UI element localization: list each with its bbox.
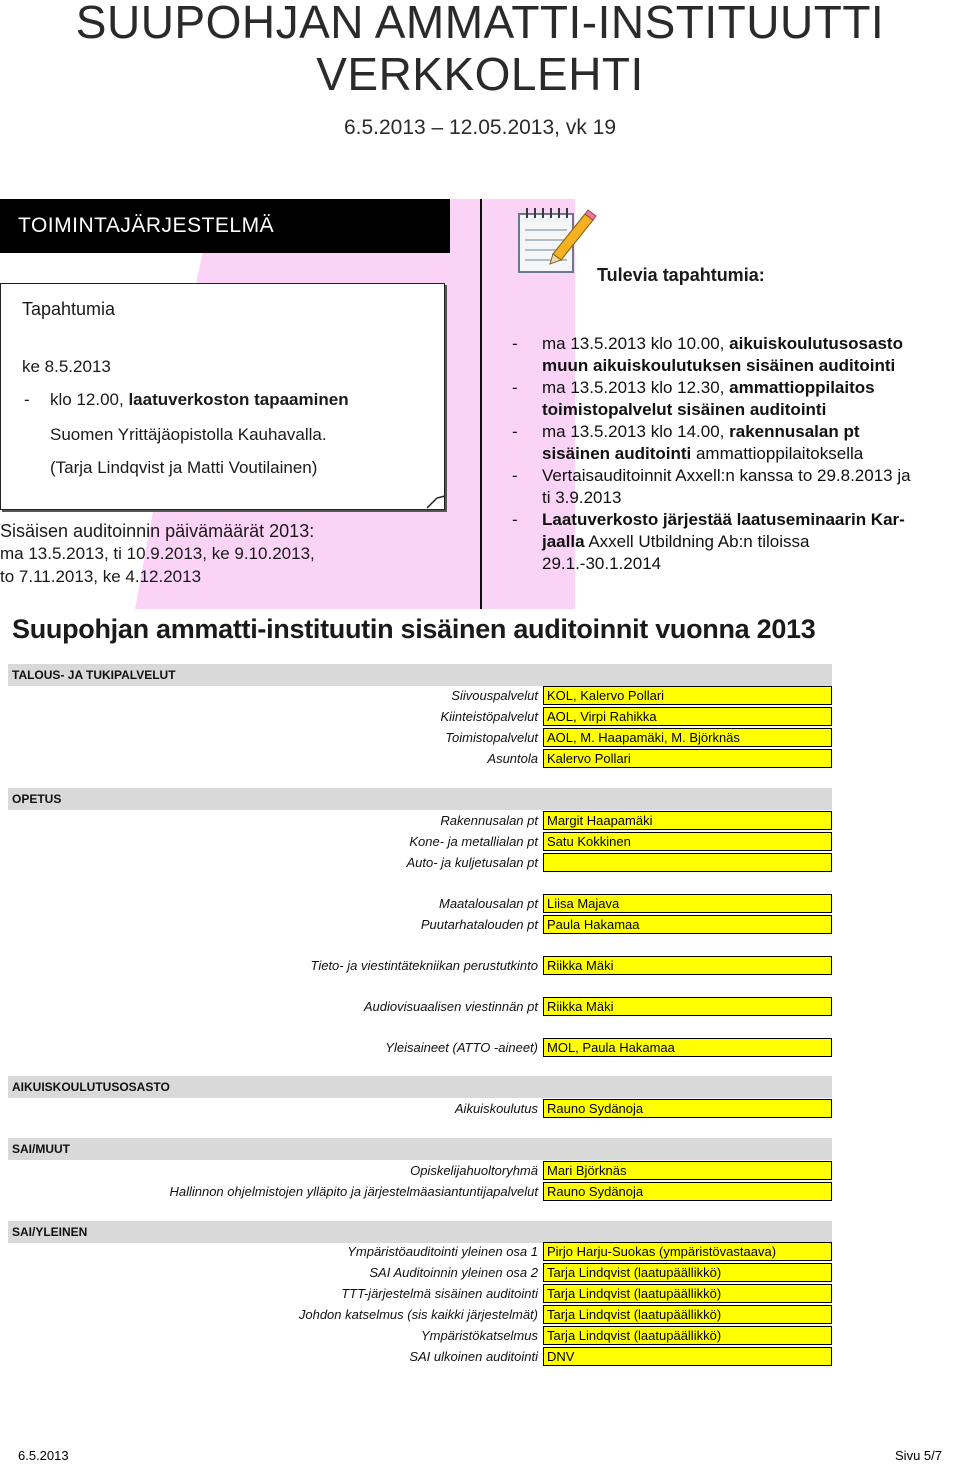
upcoming-events-title: Tulevia tapahtumia: (597, 265, 765, 285)
row-label: Audiovisuaalisen viestinnän pt (363, 999, 538, 1014)
row-label: Johdon katselmus (sis kaikki järjestelmät) (298, 1307, 538, 1322)
item-title: aikuiskoulutusosasto (729, 334, 903, 353)
item-title-cont: jaalla (542, 532, 585, 551)
row-label: Tieto- ja viestintätekniikan perustutkinto (310, 958, 538, 973)
footer-page-number: Sivu 5/7 (895, 1448, 942, 1463)
upcoming-item-4-cont: ti 3.9.2013 (542, 488, 622, 507)
item-title: ammattioppilaitos (729, 378, 875, 397)
row-value: Riikka Mäki (543, 956, 832, 975)
newsletter-title (0, 0, 960, 100)
row-label: Asuntola (487, 751, 538, 766)
item-title-cont: sisäinen auditointi (542, 444, 692, 463)
schedule-title: Suupohjan ammatti-instituutin sisäinen auditoinnit vuonna 2013 (12, 614, 816, 644)
row-label: Ympäristöauditointi yleinen osa 1 (347, 1244, 538, 1259)
audit-dates-line-1: ma 13.5.2013, ti 10.9.2013, ke 9.10.2013, (0, 544, 315, 563)
audit-dates-heading: Sisäisen auditoinnin päivämäärät 2013: (0, 521, 315, 541)
dash-icon: - (512, 510, 518, 529)
page-curl-icon (425, 494, 447, 510)
dash-icon: - (512, 378, 518, 397)
events-date: ke 8.5.2013 (22, 357, 111, 376)
category-sai-yleinen: SAI/YLEINEN (8, 1221, 832, 1243)
row-value: Satu Kokkinen (543, 832, 832, 851)
audit-dates-line-2: to 7.11.2013, ke 4.12.2013 (0, 567, 202, 586)
dash-icon: - (24, 390, 30, 409)
row-value: Tarja Lindqvist (laatupäällikkö) (543, 1326, 832, 1345)
event-line-3: (Tarja Lindqvist ja Matti Voutilainen) (50, 458, 318, 477)
dash-icon: - (512, 334, 518, 353)
row-value: Rauno Sydänoja (543, 1182, 832, 1201)
row-value: Kalervo Pollari (543, 749, 832, 768)
row-value: Rauno Sydänoja (543, 1099, 832, 1118)
row-value: Margit Haapamäki (543, 811, 832, 830)
row-value: Riikka Mäki (543, 997, 832, 1016)
row-label: TTT-järjestelmä sisäinen auditointi (341, 1286, 538, 1301)
upcoming-item-2 (542, 377, 875, 399)
row-value: Paula Hakamaa (543, 915, 832, 934)
category-talous: TALOUS- JA TUKIPALVELUT (8, 664, 832, 686)
item-time: ma 13.5.2013 klo 10.00, (542, 334, 730, 353)
notepad-pencil-icon (515, 204, 597, 276)
upcoming-item-5: Laatuverkosto järjestää laatuseminaarin Kar- (542, 510, 905, 529)
row-value: Liisa Majava (543, 894, 832, 913)
event-name: laatuverkoston tapaaminen (128, 390, 349, 409)
row-label: Opiskelijahuoltoryhmä (410, 1163, 538, 1178)
upcoming-item-3 (542, 421, 860, 443)
category-aikuiskoulutus: AIKUISKOULUTUSOSASTO (8, 1076, 832, 1098)
row-value: Tarja Lindqvist (laatupäällikkö) (543, 1263, 832, 1282)
row-value: Tarja Lindqvist (laatupäällikkö) (543, 1305, 832, 1324)
item-time: ma 13.5.2013 klo 12.30, (542, 378, 730, 397)
item-location: Axxell Utbildning Ab:n tiloissa (584, 532, 810, 551)
upcoming-item-2-cont: toimistopalvelut sisäinen auditointi (542, 400, 827, 419)
event-line-2: Suomen Yrittäjäopistolla Kauhavalla. (50, 425, 327, 444)
upcoming-item-5-dates: 29.1.-30.1.2014 (542, 554, 662, 573)
issue-dates: 6.5.2013 – 12.05.2013, vk 19 (343, 116, 617, 139)
row-value: AOL, M. Haapamäki, M. Björknäs (543, 728, 832, 747)
row-label: Ympäristökatselmus (420, 1328, 538, 1343)
title-line-2: VERKKOLEHTI (316, 48, 644, 100)
row-value: Mari Björknäs (543, 1161, 832, 1180)
upcoming-item-1-cont: muun aikuiskoulutuksen sisäinen auditointi (542, 356, 896, 375)
column-divider (480, 199, 482, 609)
category-sai-muut: SAI/MUUT (8, 1138, 832, 1160)
item-location: ammattioppilaitoksella (691, 444, 864, 463)
row-label: Aikuiskoulutus (454, 1101, 538, 1116)
dash-icon: - (512, 466, 518, 485)
event-line-1 (50, 390, 349, 410)
row-label: Maatalousalan pt (438, 896, 538, 911)
footer-date: 6.5.2013 (18, 1448, 69, 1463)
row-label: SAI ulkoinen auditointi (409, 1349, 538, 1364)
dash-icon: - (512, 422, 518, 441)
events-heading: Tapahtumia (22, 299, 116, 319)
row-label: Kiinteistöpalvelut (440, 709, 538, 724)
row-value: DNV (543, 1347, 832, 1366)
row-value: AOL, Virpi Rahikka (543, 707, 832, 726)
upcoming-item-5-cont (542, 531, 809, 553)
row-value: KOL, Kalervo Pollari (543, 686, 832, 705)
upcoming-item-3-cont (542, 443, 863, 465)
row-label: Kone- ja metallialan pt (409, 834, 538, 849)
event-time: klo 12.00, (50, 390, 129, 409)
row-value-empty (543, 853, 832, 872)
title-line-1: SUUPOHJAN AMMATTI-INSTITUUTTI (75, 0, 885, 48)
upcoming-item-1 (542, 333, 903, 355)
upcoming-item-4: Vertaisauditoinnit Axxell:n kanssa to 29.8.2013 ja (542, 466, 911, 485)
row-label: Toimistopalvelut (445, 730, 538, 745)
row-label: Rakennusalan pt (440, 813, 538, 828)
category-opetus: OPETUS (8, 788, 832, 810)
row-label: SAI Auditoinnin yleinen osa 2 (369, 1265, 538, 1280)
row-label: Hallinnon ohjelmistojen ylläpito ja järjestelmäasiantuntijapalvelut (169, 1184, 538, 1199)
row-value: Tarja Lindqvist (laatupäällikkö) (543, 1284, 832, 1303)
row-label: Yleisaineet (ATTO -aineet) (385, 1040, 538, 1055)
item-time: ma 13.5.2013 klo 14.00, (542, 422, 730, 441)
row-label: Puutarhatalouden pt (420, 917, 538, 932)
section-title-bar: TOIMINTAJÄRJESTELMÄ (0, 199, 450, 253)
row-value: MOL, Paula Hakamaa (543, 1038, 832, 1057)
item-title: rakennusalan pt (729, 422, 860, 441)
row-label: Auto- ja kuljetusalan pt (406, 855, 538, 870)
row-label: Siivouspalvelut (451, 688, 538, 703)
row-value: Pirjo Harju-Suokas (ympäristövastaava) (543, 1242, 832, 1261)
